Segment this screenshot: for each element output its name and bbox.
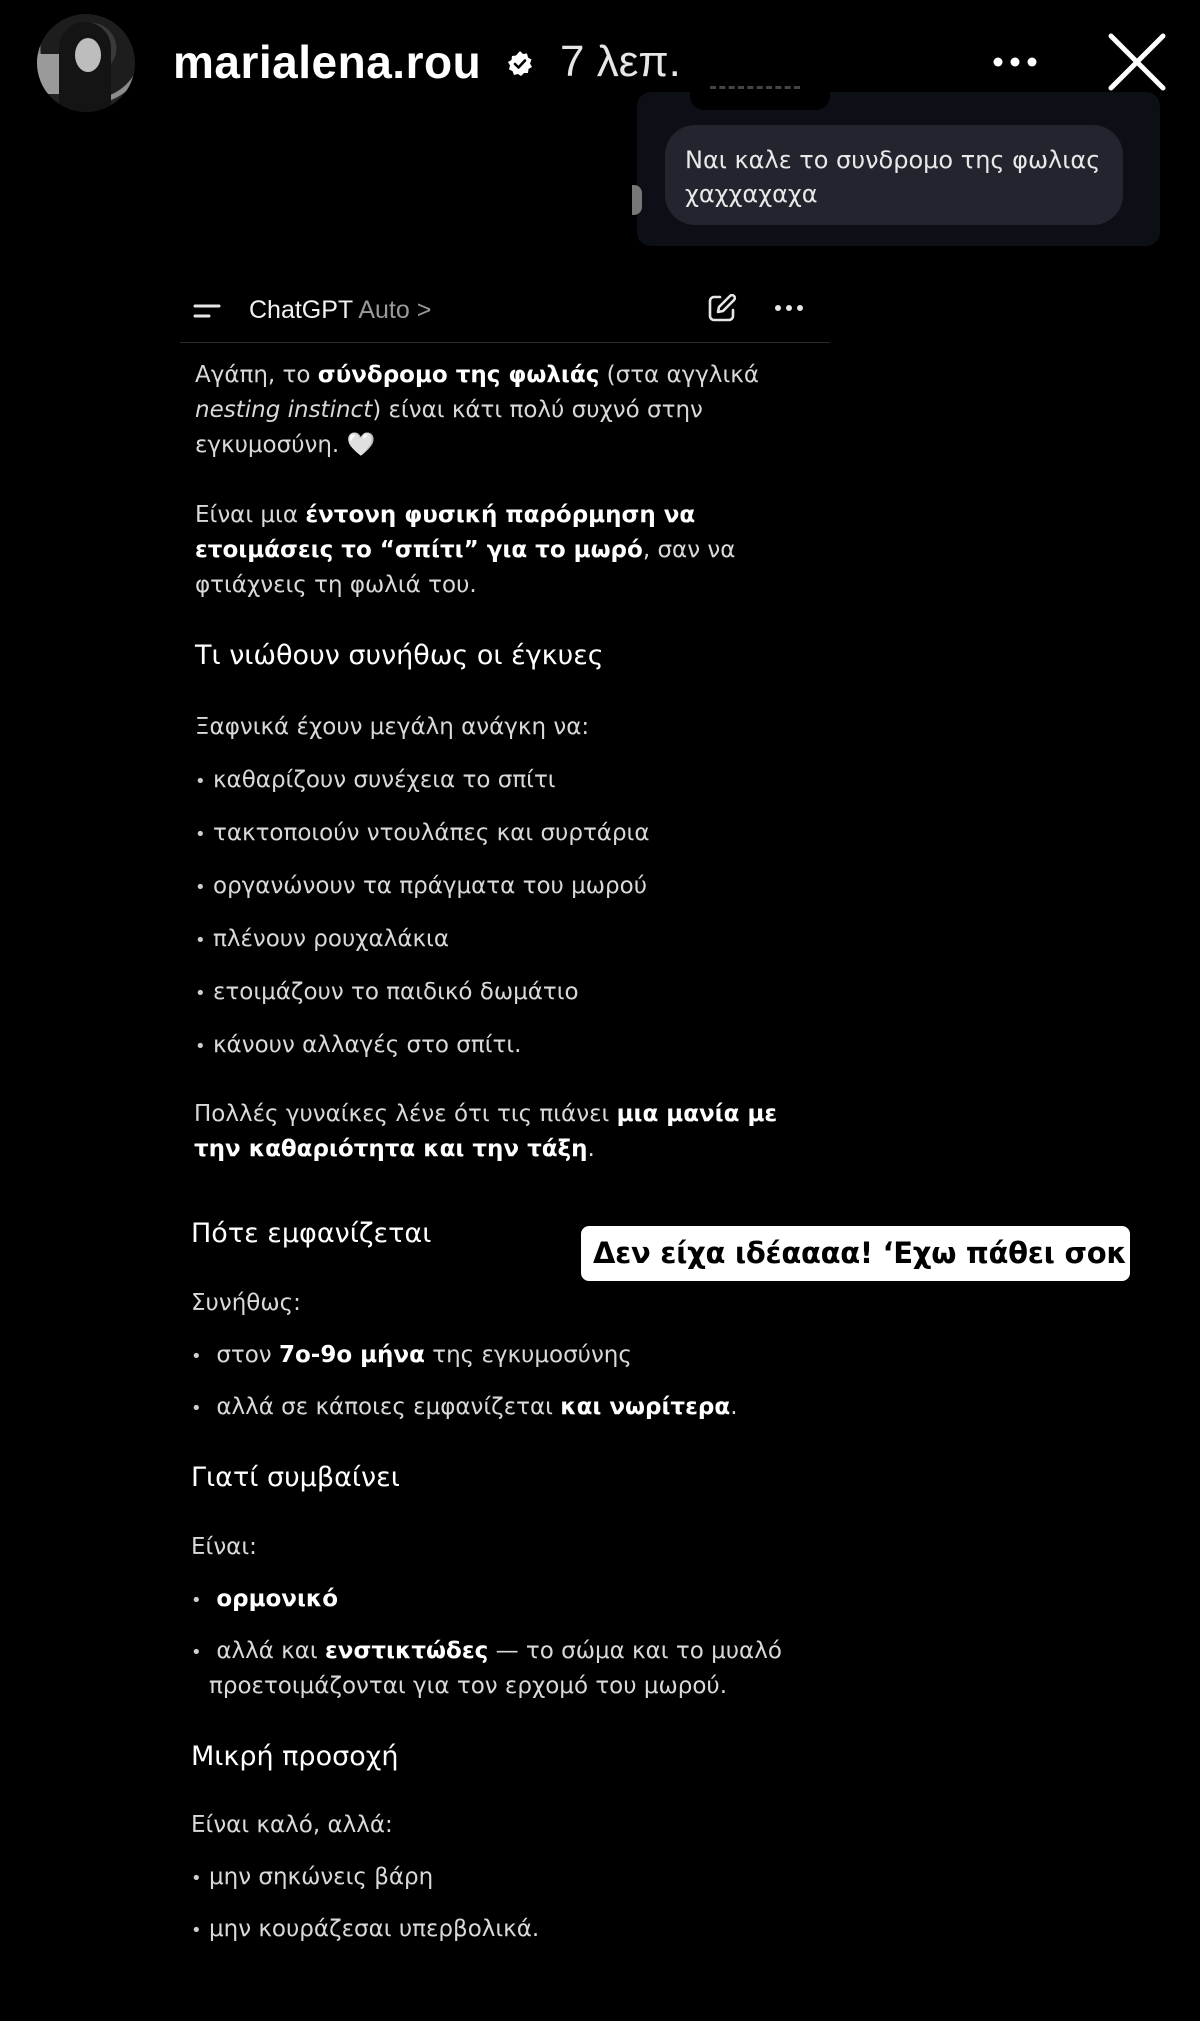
chatgpt-header-divider xyxy=(180,342,830,343)
dm-panel-notch xyxy=(690,84,830,110)
bold-text: την καθαριότητα και την τάξη xyxy=(194,1136,588,1162)
list-item: • ετοιμάζουν το παιδικό δωμάτιο xyxy=(195,975,579,1011)
list-item: • μην σηκώνεις βάρη xyxy=(191,1860,433,1896)
bold-text: 7ο-9ο μήνα xyxy=(278,1342,425,1368)
text: (στα αγγλικά xyxy=(599,362,760,388)
paragraph-1-line-1 xyxy=(195,358,759,393)
section-heading-small-caution: Μικρή προσοχή xyxy=(191,1741,399,1772)
dm-message-line-1: Ναι καλε το συνδρομο της φωλιας xyxy=(685,146,1101,174)
paragraph-2-line-3: φτιάχνεις τη φωλιά του. xyxy=(195,572,477,598)
paragraph-2-line-1 xyxy=(195,498,695,533)
list-item: • οργανώνουν τα πράγματα του μωρού xyxy=(195,869,647,905)
more-options-icon[interactable] xyxy=(990,52,1040,72)
list-item: • κάνουν αλλαγές στο σπίτι. xyxy=(195,1028,521,1064)
white-heart-emoji-icon: 🤍 xyxy=(346,432,376,458)
paragraph-1-line-2 xyxy=(195,393,703,428)
dm-sender-avatar-edge xyxy=(632,185,642,215)
list-item: • πλένουν ρουχαλάκια xyxy=(195,922,449,958)
section-heading-what-they-feel: Τι νιώθουν συνήθως οι έγκυες xyxy=(195,640,604,671)
list-item: • τακτοποιούν ντουλάπες και συρτάρια xyxy=(195,816,650,852)
text: . xyxy=(730,1394,738,1420)
dm-message-line-2: χαχχαχαχα xyxy=(685,180,818,208)
list-item xyxy=(191,1390,738,1426)
new-chat-edit-icon[interactable] xyxy=(706,292,738,324)
text: αλλά και xyxy=(216,1638,325,1664)
close-icon[interactable] xyxy=(1105,30,1169,94)
section-heading-when-it-appears: Πότε εμφανίζεται xyxy=(191,1218,432,1249)
text: της εγκυμοσύνης xyxy=(424,1342,632,1368)
bold-text: ορμονικό xyxy=(216,1586,339,1612)
avatar-face xyxy=(75,38,101,72)
bold-text: ετοιμάσεις το “σπίτι” για το μωρό xyxy=(195,537,643,563)
section-1-outro-line-2 xyxy=(194,1132,595,1167)
chatgpt-title: ChatGPT xyxy=(249,296,353,324)
section-2-intro: Συνήθως: xyxy=(191,1290,301,1316)
time-ago: 7 λεπ. xyxy=(560,37,681,86)
dm-message-text xyxy=(685,143,1105,211)
chatgpt-model-selector[interactable] xyxy=(249,294,431,326)
avatar[interactable] xyxy=(37,14,135,112)
text: Αγάπη, το xyxy=(195,362,318,388)
sticker-text: Δεν είχα ιδέαααα! ‘Εχω πάθει σοκ! xyxy=(593,1236,1140,1270)
paragraph-1-line-3 xyxy=(195,428,375,463)
list-item: • μην κουράζεσαι υπερβολικά. xyxy=(191,1912,539,1948)
italic-text: nesting instinct xyxy=(195,397,373,423)
text: εγκυμοσύνη. xyxy=(195,432,347,458)
text: Είναι μια xyxy=(195,502,306,528)
verified-badge-icon xyxy=(506,50,534,78)
menu-icon[interactable] xyxy=(193,302,221,320)
section-1-intro: Ξαφνικά έχουν μεγάλη ανάγκη να: xyxy=(195,714,590,740)
bold-text: σύνδρομο της φωλιάς xyxy=(317,362,600,388)
chatgpt-more-icon[interactable] xyxy=(773,302,805,314)
text: αλλά σε κάποιες εμφανίζεται xyxy=(216,1394,561,1420)
list-item xyxy=(191,1634,782,1670)
bold-text: μια μανία με xyxy=(616,1101,778,1127)
chatgpt-model: Auto xyxy=(358,296,410,324)
list-item xyxy=(191,1338,632,1374)
text: στον xyxy=(216,1342,279,1368)
bold-text: έντονη φυσική παρόρμηση να xyxy=(305,502,696,528)
paragraph-2-line-2 xyxy=(195,533,735,568)
section-4-intro: Είναι καλό, αλλά: xyxy=(191,1812,393,1838)
text: — το σώμα και το μυαλό xyxy=(488,1638,782,1664)
bold-text: και νωρίτερα xyxy=(560,1394,731,1420)
text: ) είναι κάτι πολύ συχνό στην xyxy=(372,397,703,423)
text: . xyxy=(587,1136,595,1162)
text: Πολλές γυναίκες λένε ότι τις πιάνει xyxy=(194,1101,617,1127)
chevron-right-icon: > xyxy=(416,296,432,324)
list-item-continuation: προετοιμάζονται για τον ερχομό του μωρού. xyxy=(209,1673,728,1699)
section-heading-why-it-happens: Γιατί συμβαίνει xyxy=(191,1462,400,1493)
list-item xyxy=(191,1582,338,1618)
section-3-intro: Είναι: xyxy=(191,1534,257,1560)
bold-text: ενστικτώδες xyxy=(324,1638,489,1664)
list-item: • καθαρίζουν συνέχεια το σπίτι xyxy=(195,763,556,799)
text: , σαν να xyxy=(642,537,736,563)
username[interactable]: marialena.rou xyxy=(173,36,482,88)
avatar-background xyxy=(37,54,61,94)
section-1-outro-line-1 xyxy=(194,1097,777,1132)
